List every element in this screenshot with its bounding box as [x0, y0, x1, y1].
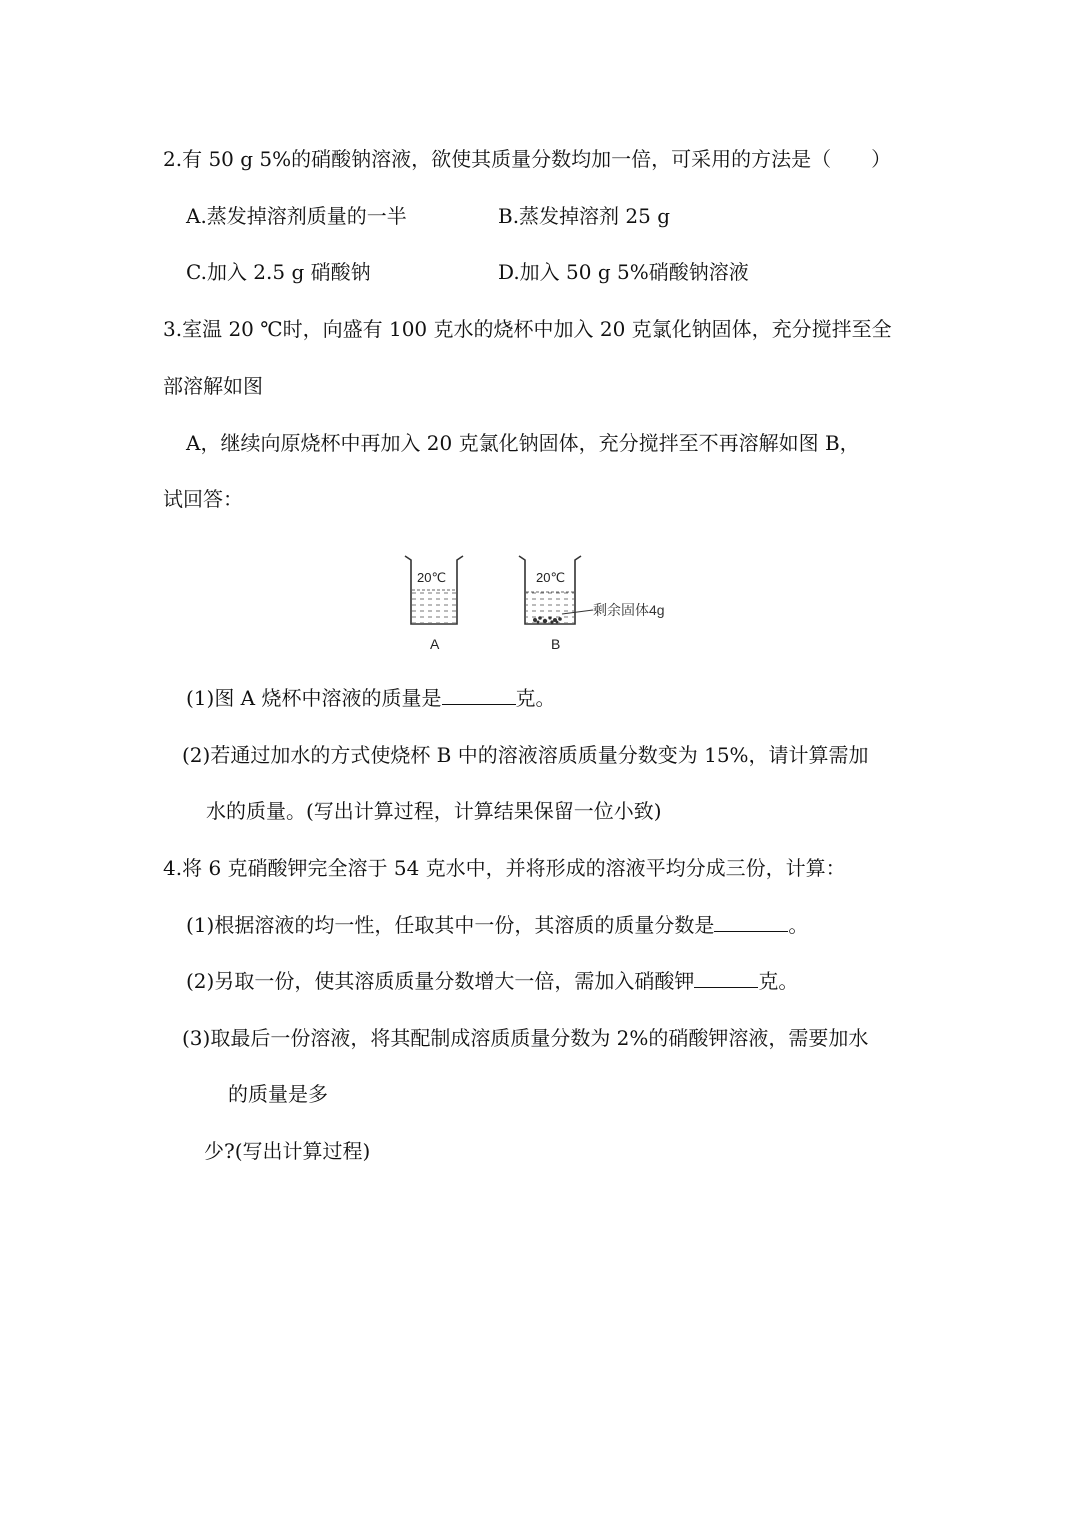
beaker-b-temp: 20℃	[536, 570, 566, 585]
q3-stem-line-4: 试回答：	[163, 487, 243, 511]
q3-stem-line-2: 部溶解如图	[163, 374, 263, 398]
residue-label: 剩余固体4g	[593, 602, 665, 618]
q3-stem-line-3: A，继续向原烧杯中再加入 20 克氯化钠固体，充分搅拌至不再溶解如图 B，	[186, 431, 860, 455]
q3-sub1	[186, 686, 556, 710]
beaker-b	[519, 556, 581, 652]
q4-sub2-blank[interactable]	[694, 969, 758, 988]
q3-sub1-blank[interactable]	[442, 686, 516, 705]
q4-sub1-blank[interactable]	[714, 913, 788, 932]
q4-sub1-end: 。	[788, 913, 809, 937]
q2-option-a: A.蒸发掉溶剂质量的一半	[186, 204, 407, 228]
q4-sub3-line-3: 少?(写出计算过程)	[204, 1139, 371, 1163]
q4-sub2-text: (2)另取一份，使其溶质质量分数增大一倍，需加入硝酸钾	[186, 969, 695, 993]
q3-sub2-line-1: (2)若通过加水的方式使烧杯 B 中的溶液溶质质量分数变为 15%，请计算需加	[182, 743, 869, 767]
q4-sub1	[186, 913, 808, 937]
q4-sub2-unit: 克。	[758, 969, 799, 993]
q4-stem: 4.将 6 克硝酸钾完全溶于 54 克水中，并将形成的溶液平均分成三份，计算：	[163, 856, 846, 880]
q3-sub1-text: (1)图 A 烧杯中溶液的质量是	[186, 686, 442, 710]
beaker-a-label: A	[430, 636, 440, 652]
q3-stem-line-1: 3.室温 20 ℃时，向盛有 100 克水的烧杯中加入 20 克氯化钠固体，充分搅拌至全	[163, 317, 892, 341]
q4-sub3-line-2: 的质量是多	[228, 1082, 328, 1106]
q2-option-b: B.蒸发掉溶剂 25 g	[498, 204, 671, 228]
q4-sub3-line-1: (3)取最后一份溶液，将其配制成溶质质量分数为 2%的硝酸钾溶液，需要加水	[182, 1026, 869, 1050]
q4-sub2	[186, 969, 798, 993]
beaker-a	[405, 556, 463, 652]
q4-sub1-text: (1)根据溶液的均一性，任取其中一份，其溶质的质量分数是	[186, 913, 715, 937]
q3-sub2-line-2: 水的质量。(写出计算过程，计算结果保留一位小致)	[206, 799, 662, 823]
q2-stem: 2.有 50 g 5%的硝酸钠溶液，欲使其质量分数均加一倍，可采用的方法是（ ）	[163, 147, 892, 171]
beaker-b-label: B	[551, 636, 561, 652]
beaker-a-temp: 20℃	[417, 570, 447, 585]
q3-sub1-unit: 克。	[515, 686, 556, 710]
q2-option-d: D.加入 50 g 5%硝酸钠溶液	[498, 260, 749, 284]
q2-option-c: C.加入 2.5 g 硝酸钠	[186, 260, 371, 284]
beaker-a-solution	[412, 590, 456, 623]
beaker-figure	[395, 548, 695, 662]
